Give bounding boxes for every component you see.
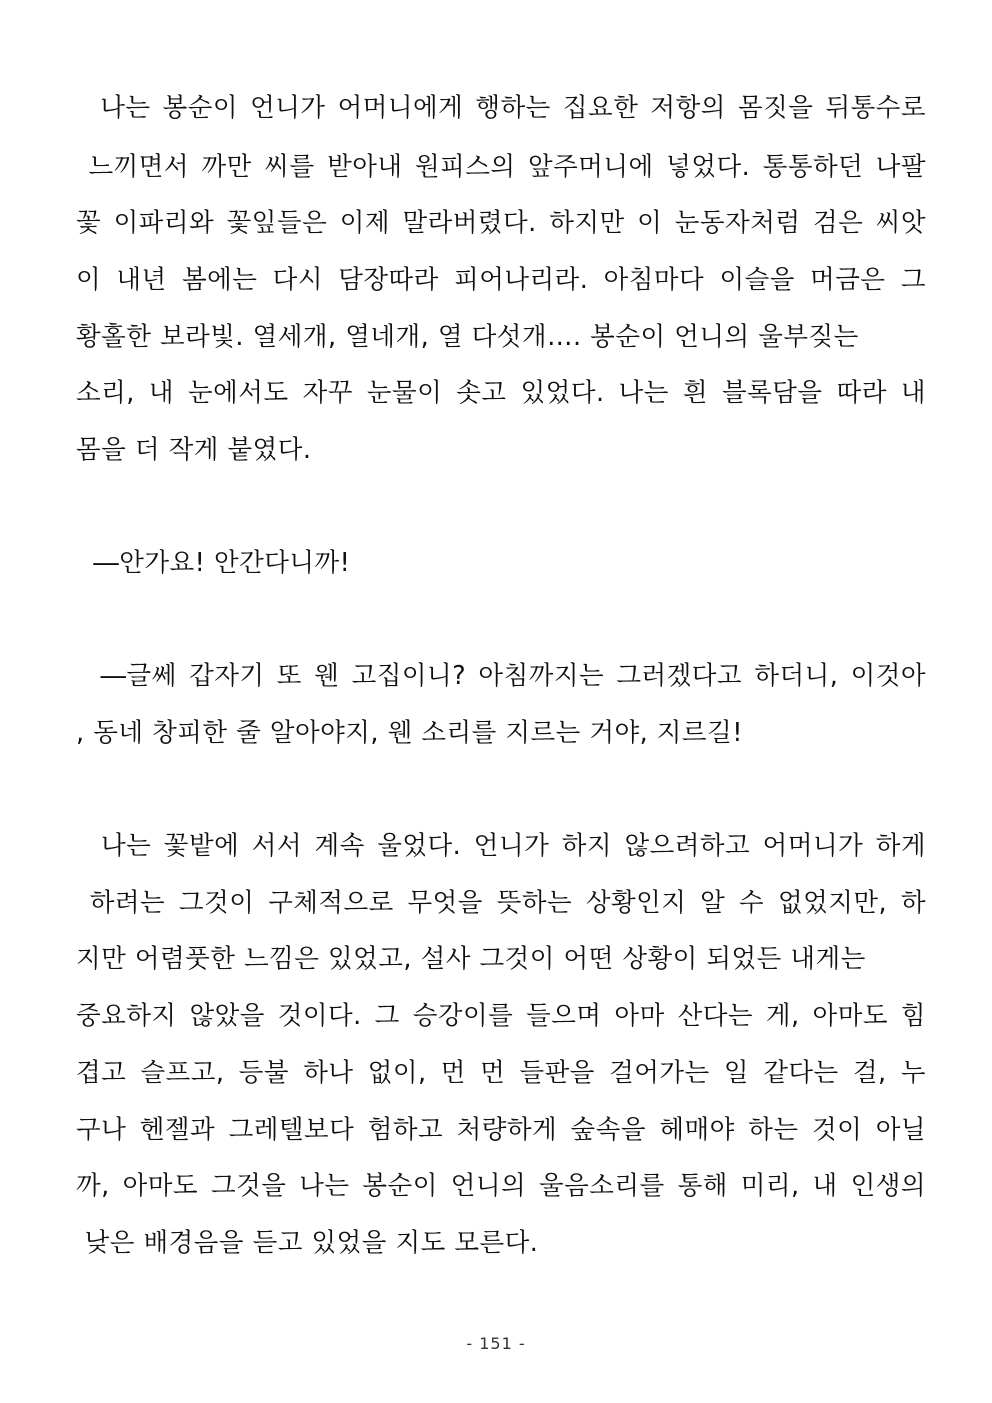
text-line: 황홀한 보라빛. 열세개, 열네개, 열 다섯개…. 봉순이 언니의 울부짖는 — [76, 322, 859, 352]
text-line: 느끼면서 까만 씨를 받아내 원피스의 앞주머니에 넣었다. 통통하던 나팔 — [76, 152, 926, 182]
page-number: - 151 - — [466, 1334, 526, 1353]
dialogue-line: ―글쎄 갑자기 또 웬 고집이니? 아침까지는 그러겠다고 하더니, 이것아 — [76, 661, 926, 691]
text-line: 중요하지 않았을 것이다. 그 승강이를 들으며 아마 산다는 게, 아마도 힘 — [76, 1001, 926, 1031]
text-line: 구나 헨젤과 그레텔보다 험하고 처량하게 숲속을 헤매야 하는 것이 아닐 — [76, 1115, 926, 1145]
text-line: 소리, 내 눈에서도 자꾸 눈물이 솟고 있었다. 나는 흰 블록담을 따라 내 — [76, 378, 926, 408]
text-line: 꽃 이파리와 꽃잎들은 이제 말라버렸다. 하지만 이 눈동자처럼 검은 씨앗 — [76, 208, 926, 238]
text-line: 겹고 슬프고, 등불 하나 없이, 먼 먼 들판을 걸어가는 일 같다는 걸, 누 — [76, 1058, 926, 1088]
text-line: 까, 아마도 그것을 나는 봉순이 언니의 울음소리를 통해 미리, 내 인생의 — [76, 1171, 926, 1201]
text-line: 낮은 배경음을 듣고 있었을 지도 모른다. — [76, 1228, 539, 1258]
text-line: 지만 어렴풋한 느낌은 있었고, 설사 그것이 어떤 상황이 되었든 내게는 — [76, 944, 866, 974]
text-line: 나는 봉순이 언니가 어머니에게 행하는 집요한 저항의 몸짓을 뒤통수로 — [76, 93, 926, 123]
dialogue-line: , 동네 창피한 줄 알아야지, 웬 소리를 지르는 거야, 지르길! — [76, 718, 743, 748]
dialogue-line: ―안가요! 안간다니까! — [76, 548, 351, 578]
text-line: 나는 꽃밭에 서서 계속 울었다. 언니가 하지 않으려하고 어머니가 하게 — [76, 831, 926, 861]
text-line: 하려는 그것이 구체적으로 무엇을 뜻하는 상황인지 알 수 없었지만, 하 — [76, 888, 926, 918]
text-line: 이 내년 봄에는 다시 담장따라 피어나리라. 아침마다 이슬을 머금은 그 — [76, 265, 926, 295]
text-line: 몸을 더 작게 붙였다. — [76, 435, 312, 465]
